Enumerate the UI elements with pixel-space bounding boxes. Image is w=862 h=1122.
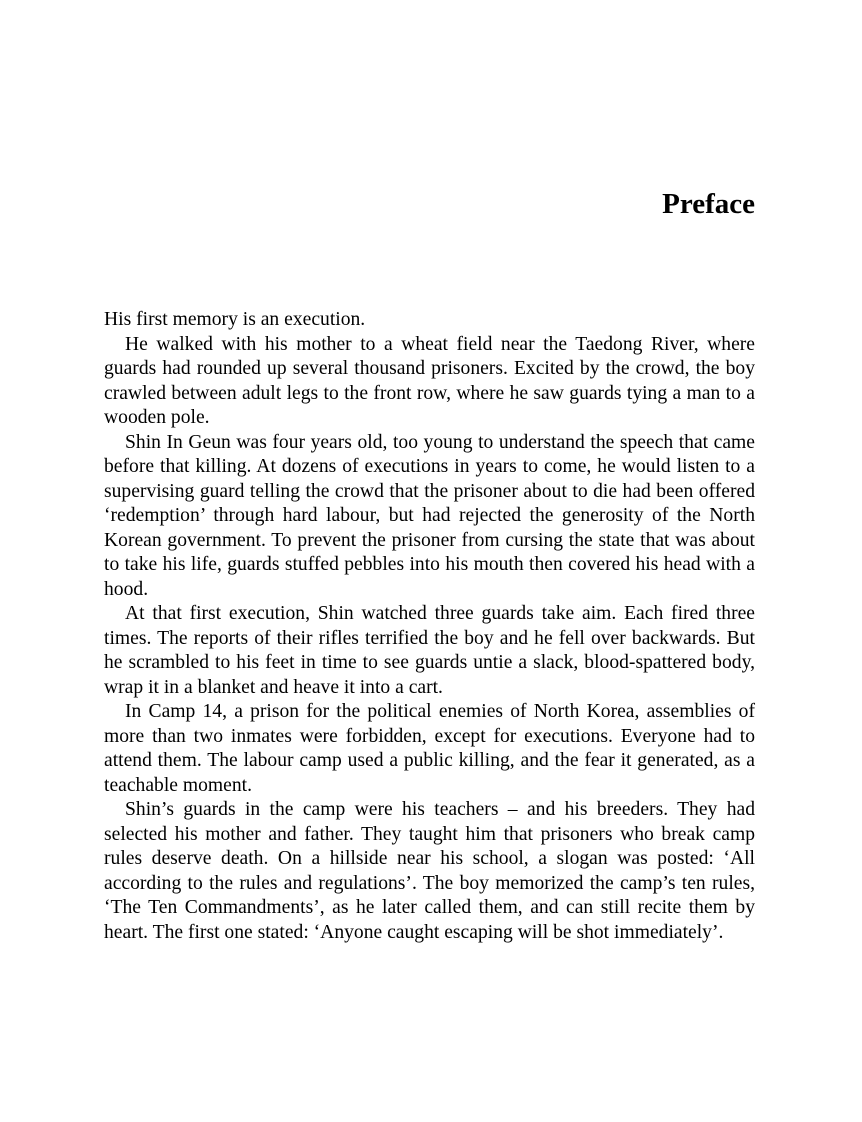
paragraph: Shin In Geun was four years old, too young to understand the speech that came before that killing. At dozens of executions in years to come, he would listen to a supervising guard telling the crowd that the prisoner about to die had been offered ‘redemption’ through hard labour, but had rejected the generosity of the North Korean government. To prevent the prisoner from cursing the state that was about to take his life, guards stuffed pebbles into his mouth then covered his head with a hood. xyxy=(104,431,755,600)
chapter-title: Preface xyxy=(662,188,755,220)
paragraph: In Camp 14, a prison for the political enemies of North Korea, assemblies of more than two inmates were forbidden, except for executions. Everyone had to attend them. The labour camp used a public killing, and the fear it generated, as a teachable moment. xyxy=(104,701,755,796)
paragraph: At that first execution, Shin watched three guards take aim. Each fired three times. The reports of their rifles terrified the boy and he fell over backwards. But he scrambled to his feet in time to see guards untie a slack, blood-spattered body, wrap it in a blanket and heave it into a cart. xyxy=(104,603,755,698)
paragraph: His first memory is an execution. xyxy=(104,309,366,330)
paragraph: He walked with his mother to a wheat field near the Taedong River, where guards had rounded up several thousand prisoners. Excited by the crowd, the boy crawled between adult legs to the front row, where he saw guards tying a man to a wooden pole. xyxy=(104,333,755,428)
paragraph: Shin’s guards in the camp were his teachers – and his breeders. They had selected his mother and father. They taught him that prisoners who break camp rules deserve death. On a hillside near his school, a slogan was posted: ‘All according to the rules and regulations’. The boy memorized the camp’s ten rules, ‘The Ten Commandments’, as he later called them, and can still recite them by heart. The first one stated: ‘Anyone caught escaping will be shot immediately’. xyxy=(104,799,755,943)
body-text xyxy=(104,308,755,945)
